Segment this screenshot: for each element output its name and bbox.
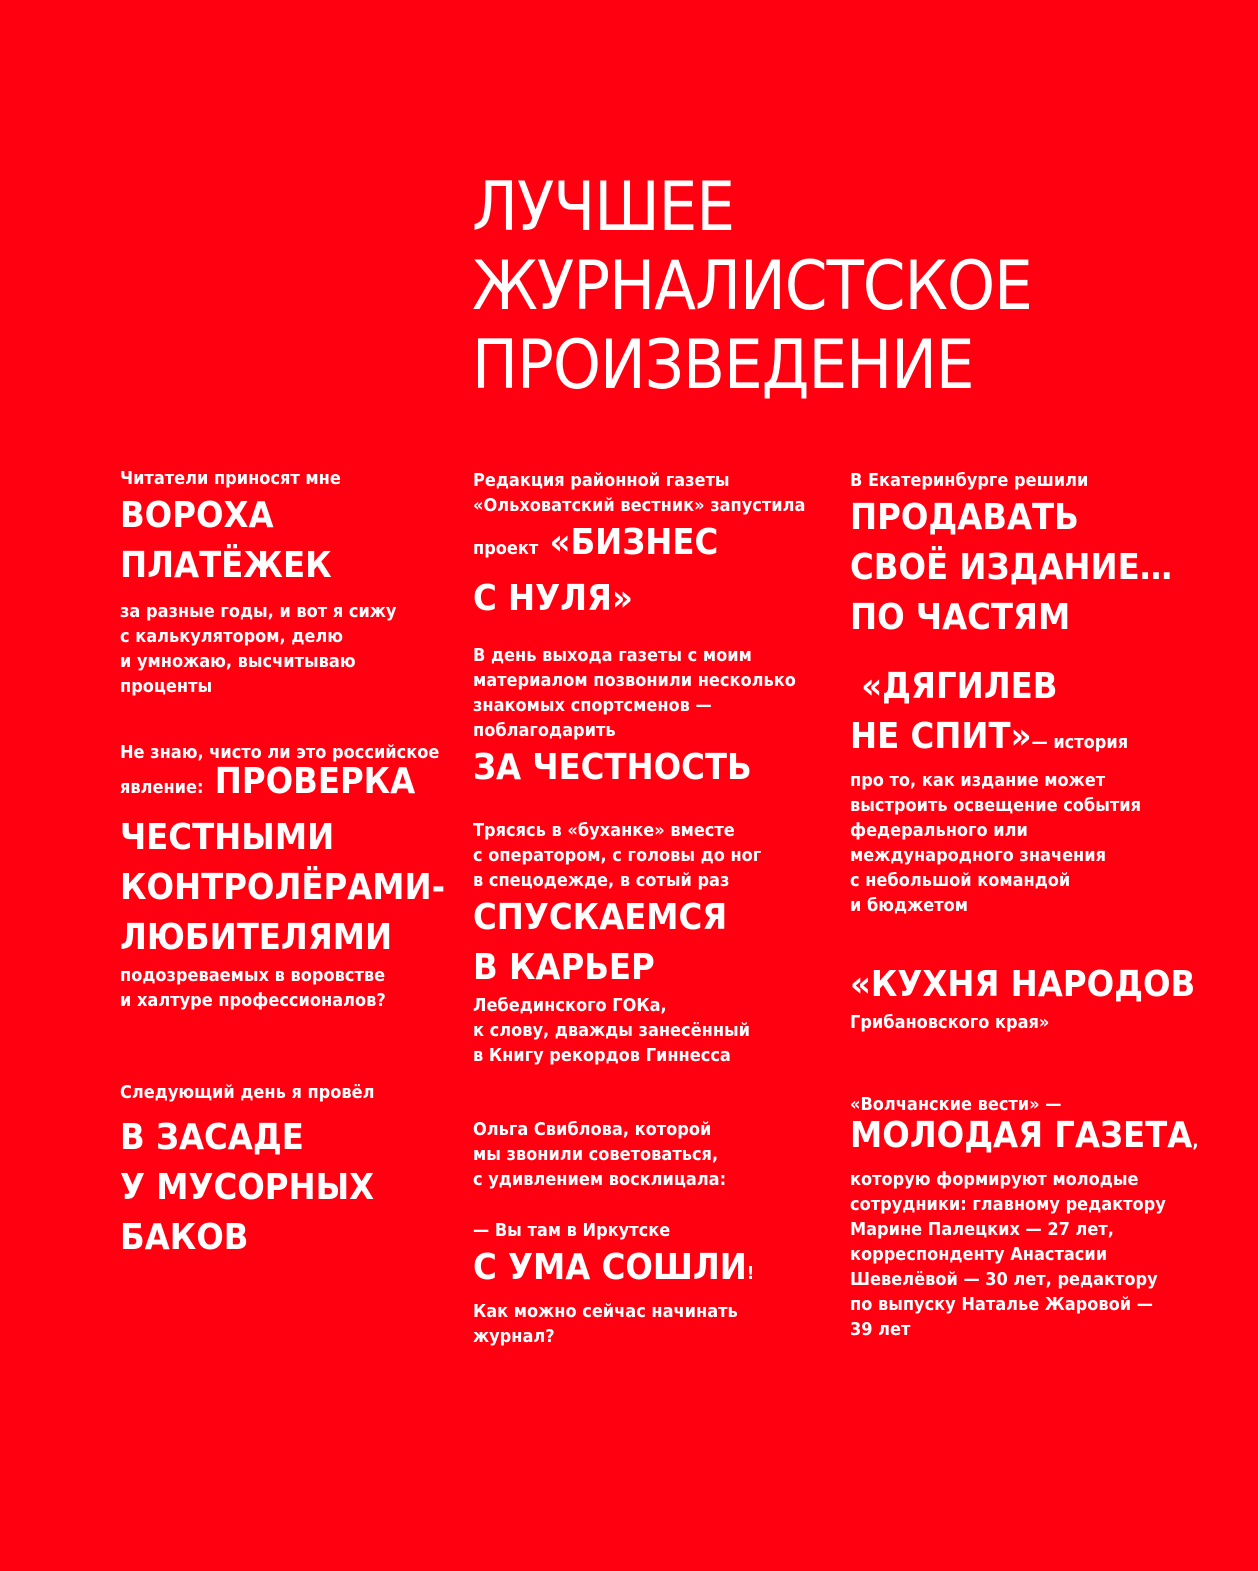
intro-text: поблагодарить (473, 720, 616, 741)
intro-text: Следующий день я провёл (120, 1082, 375, 1103)
col1-block-1 (120, 466, 396, 699)
body-text: с небольшой командой (850, 870, 1071, 891)
intro-text: Трясясь в «буханке» вместе (473, 820, 735, 841)
body-text: с калькулятором, делю (120, 626, 343, 647)
intro-text: Редакция районной газеты (473, 470, 730, 491)
title-line: ЖУРНАЛИСТСКОЕ (472, 247, 1032, 326)
headline-text: ПЛАТЁЖЕК (120, 545, 332, 586)
intro-text: Читатели приносят мне (120, 468, 341, 489)
col3-block-3 (850, 960, 1195, 1035)
body-text: Марине Палецких — 27 лет, (850, 1219, 1114, 1240)
headline-text: СПУСКАЕМСЯ (473, 897, 728, 938)
headline-text: С НУЛЯ» (473, 578, 633, 619)
col3-block-1 (850, 468, 1172, 643)
intro-text: Не знаю, чисто ли это российское (120, 742, 440, 763)
headline-text: ЧЕСТНЫМИ (120, 817, 335, 858)
body-text: Шевелёвой — 30 лет, редактору (850, 1269, 1158, 1290)
col2-block-4 (473, 1117, 754, 1349)
body-text: и умножаю, высчитываю (120, 651, 356, 672)
intro-text: мы звонили советоваться, (473, 1144, 719, 1165)
headline-text: «КУХНЯ НАРОДОВ (850, 964, 1196, 1005)
title-line: ПРОИЗВЕДЕНИЕ (472, 326, 974, 405)
col2-block-1 (473, 468, 805, 624)
headline-text: «ДЯГИЛЕВ (850, 666, 1058, 707)
body-text: федерального или (850, 820, 1028, 841)
headline-row (473, 1243, 754, 1299)
body-text: которую формируют молодые (850, 1169, 1139, 1190)
intro-text: с оператором, с головы до ног (473, 845, 762, 866)
headline-text: МОЛОДАЯ ГАЗЕТА (850, 1115, 1193, 1156)
headline-text: В КАРЬЕР (473, 947, 655, 988)
headline-text: ЗА ЧЕСТНОСТЬ (473, 747, 752, 788)
body-text: подозреваемых в воровстве (120, 965, 386, 986)
headline-row (473, 518, 805, 574)
headline-tail: — история (1031, 732, 1129, 753)
headline-row (120, 757, 445, 813)
body-text: журнал? (473, 1326, 555, 1347)
headline-text: КОНТРОЛЁРАМИ- (120, 867, 446, 908)
headline-row (850, 1111, 1198, 1167)
headline-row (850, 712, 1141, 768)
body-text: за разные годы, и вот я сижу (120, 601, 397, 622)
body-text: 39 лет (850, 1319, 911, 1340)
title-line: ЛУЧШЕЕ (472, 168, 734, 247)
headline-text: ПО ЧАСТЯМ (850, 597, 1071, 638)
body-text: по выпуску Наталье Жаровой — (850, 1294, 1153, 1315)
headline-text: СВОЁ ИЗДАНИЕ… (850, 547, 1173, 588)
body-text: и бюджетом (850, 895, 968, 916)
intro-text: В Екатеринбурге решили (850, 470, 1089, 491)
headline-text: С УМА СОШЛИ (473, 1247, 747, 1288)
body-text: сотрудники: главному редактору (850, 1194, 1166, 1215)
headline-tail: ! (746, 1263, 755, 1284)
col2-block-2 (473, 643, 796, 793)
headline-tail: , (1192, 1131, 1199, 1152)
headline-text: НЕ СПИТ» (850, 716, 1032, 757)
intro-text: В день выхода газеты с моим (473, 645, 752, 666)
body-text: к слову, дважды занесённый (473, 1020, 750, 1041)
body-text: Лебединского ГОКа, (473, 995, 667, 1016)
body-text: про то, как издание может (850, 770, 1106, 791)
intro-text: явление: (120, 777, 204, 798)
headline-text: БАКОВ (120, 1217, 249, 1258)
intro-text: материалом позвонили несколько (473, 670, 796, 691)
body-text: и халтуре профессионалов? (120, 990, 386, 1011)
headline-text: ПРОВЕРКА (214, 761, 416, 802)
body-text: Грибановского края» (850, 1012, 1050, 1033)
body-text: в Книгу рекордов Гиннесса (473, 1045, 731, 1066)
col1-block-3 (120, 1080, 375, 1263)
col1-block-2 (120, 740, 445, 1013)
page-title (472, 168, 1032, 405)
headline-text: У МУСОРНЫХ (120, 1167, 375, 1208)
col2-block-3 (473, 818, 761, 1068)
intro-text: «Ольховатский вестник» запустила (473, 495, 806, 516)
intro-text: проект (473, 538, 539, 559)
headline-text: ПРОДАВАТЬ (850, 497, 1079, 538)
intro-text: «Волчанские вести» — (850, 1094, 1062, 1115)
body-text: выстроить освещение события (850, 795, 1142, 816)
intro-text: с удивлением восклицала: (473, 1169, 727, 1190)
intro-text: Ольга Свиблова, которой (473, 1119, 712, 1140)
headline-text: ВОРОХА (120, 495, 274, 536)
body-text: Как можно сейчас начинать (473, 1301, 738, 1322)
quote-text: — Вы там в Иркутске (473, 1220, 671, 1241)
intro-text: знакомых спортсменов — (473, 695, 712, 716)
body-text: проценты (120, 676, 213, 697)
headline-text: ЛЮБИТЕЛЯМИ (120, 917, 393, 958)
body-text: международного значения (850, 845, 1106, 866)
body-text: корреспонденту Анастасии (850, 1244, 1108, 1265)
intro-text: в спецодежде, в сотый раз (473, 870, 730, 891)
headline-text: «БИЗНЕС (549, 522, 719, 563)
col3-block-4 (850, 1092, 1198, 1342)
headline-text: В ЗАСАДЕ (120, 1117, 304, 1158)
col3-block-2 (850, 662, 1141, 918)
